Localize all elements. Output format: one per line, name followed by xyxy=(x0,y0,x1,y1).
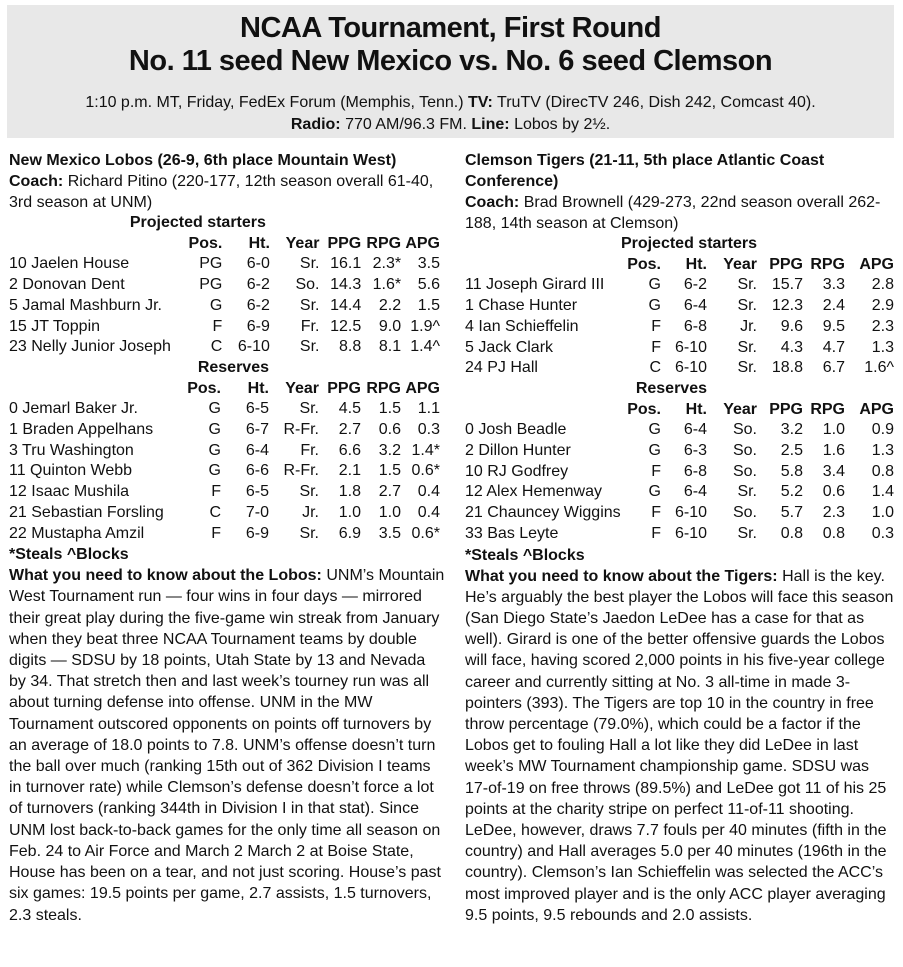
starters-title-row xyxy=(9,213,440,234)
player-pos: G xyxy=(648,276,661,294)
player-name: 12 Alex Hemenway xyxy=(465,483,602,501)
col-year: Year xyxy=(723,255,757,273)
player-height: 6-8 xyxy=(683,317,707,335)
player-row xyxy=(465,275,894,296)
player-rpg: 6.7 xyxy=(822,359,845,377)
player-pos: F xyxy=(651,504,661,522)
player-height: 6-4 xyxy=(683,483,707,501)
starters-table xyxy=(465,234,894,379)
coach-text: Brad Brownell (429-273, 22nd season overall 262-188, 14th season at Clemson) xyxy=(465,194,881,232)
player-name: 23 Nelly Junior Joseph xyxy=(9,338,171,356)
player-row xyxy=(9,317,440,338)
player-year: Sr. xyxy=(299,296,320,314)
player-rpg: 1.0 xyxy=(822,421,845,439)
player-height: 6-8 xyxy=(683,462,707,480)
team-line: Clemson Tigers (21-11, 5th place Atlantic Coast Conference) xyxy=(465,152,825,190)
player-rpg: 1.6* xyxy=(372,276,402,294)
player-pos: G xyxy=(208,462,221,480)
player-apg: 1.6^ xyxy=(864,359,894,377)
col-pos: Pos. xyxy=(627,400,661,418)
player-rpg: 8.1 xyxy=(378,338,402,356)
player-rpg: 0.6 xyxy=(822,483,845,501)
starters-body xyxy=(465,275,894,379)
game-info xyxy=(7,92,894,136)
player-height: 6-10 xyxy=(674,359,707,377)
player-row xyxy=(465,358,894,379)
player-rpg: 0.8 xyxy=(822,524,845,542)
player-name: 11 Joseph Girard III xyxy=(465,276,605,294)
player-rpg: 1.0 xyxy=(378,503,401,521)
analysis-label: What you need to know about the Tigers: xyxy=(465,567,778,585)
col-rpg: RPG xyxy=(366,379,401,397)
player-rpg: 2.3 xyxy=(822,504,845,522)
player-name: 0 Jemarl Baker Jr. xyxy=(9,400,138,418)
game-time: 1:10 p.m. MT, Friday, FedEx Forum (Memphis, Tenn.) xyxy=(85,94,464,111)
player-row xyxy=(9,296,440,317)
player-pos: G xyxy=(648,297,661,315)
player-row xyxy=(9,441,440,462)
player-apg: 1.4 xyxy=(871,483,894,501)
player-pos: F xyxy=(211,483,221,501)
player-ppg: 8.8 xyxy=(338,338,362,356)
reserves-body xyxy=(9,399,440,544)
player-rpg: 2.3* xyxy=(372,255,402,273)
player-pos: G xyxy=(208,400,221,418)
reserves-label: Reserves xyxy=(197,358,269,376)
player-year: So. xyxy=(732,462,757,480)
radio-value: 770 AM/96.3 FM. xyxy=(345,116,467,133)
player-ppg: 1.0 xyxy=(338,503,361,521)
col-rpg: RPG xyxy=(810,400,845,418)
player-name: 24 PJ Hall xyxy=(465,359,538,377)
player-height: 6-4 xyxy=(683,421,707,439)
player-apg: 2.3 xyxy=(871,317,894,335)
player-ppg: 12.5 xyxy=(330,317,362,335)
player-year: Sr. xyxy=(737,297,757,315)
player-rpg: 3.3 xyxy=(822,276,845,294)
player-rpg: 3.2 xyxy=(378,441,401,459)
player-row xyxy=(465,441,894,462)
player-apg: 2.9 xyxy=(871,297,894,315)
player-pos: F xyxy=(651,317,661,335)
starters-label: Projected starters xyxy=(620,235,757,252)
tv-value: TruTV (DirecTV 246, Dish 242, Comcast 40). xyxy=(497,94,816,111)
reserves-title-row xyxy=(9,358,440,379)
player-height: 6-9 xyxy=(246,317,270,335)
player-pos: PG xyxy=(199,255,223,273)
col-ppg: PPG xyxy=(327,234,362,252)
player-apg: 1.3 xyxy=(871,442,894,460)
col-apg: APG xyxy=(859,255,894,273)
page-title xyxy=(7,12,894,78)
analysis-label: What you need to know about the Lobos: xyxy=(9,567,322,585)
player-apg: 1.4* xyxy=(411,441,440,459)
player-name: 0 Josh Beadle xyxy=(465,421,567,439)
player-pos: PG xyxy=(199,276,223,294)
starters-label: Projected starters xyxy=(129,214,266,231)
player-row xyxy=(9,503,440,524)
player-apg: 5.6 xyxy=(417,276,440,294)
player-height: 6-4 xyxy=(683,297,707,315)
col-apg: APG xyxy=(859,400,894,418)
player-height: 6-5 xyxy=(245,483,269,501)
player-rpg: 2.7 xyxy=(378,483,401,501)
player-height: 6-10 xyxy=(674,338,707,356)
player-name: 15 JT Toppin xyxy=(9,317,101,335)
player-year: Sr. xyxy=(737,359,757,377)
player-pos: C xyxy=(210,338,223,356)
player-row xyxy=(465,462,894,483)
player-year: Sr. xyxy=(737,524,757,542)
col-rpg: RPG xyxy=(366,234,402,252)
col-ppg: PPG xyxy=(769,400,803,418)
player-name: 10 RJ Godfrey xyxy=(465,462,569,480)
player-apg: 0.4 xyxy=(417,483,440,501)
player-year: Jr. xyxy=(302,503,319,521)
col-ppg: PPG xyxy=(327,379,361,397)
player-height: 6-2 xyxy=(246,276,270,294)
player-year: Sr. xyxy=(737,483,757,501)
col-ppg: PPG xyxy=(769,255,803,273)
line-value: Lobos by 2½. xyxy=(514,116,611,133)
player-apg: 0.9 xyxy=(871,421,894,439)
player-name: 11 Quinton Webb xyxy=(9,462,133,480)
player-ppg: 4.3 xyxy=(780,338,803,356)
player-height: 6-2 xyxy=(683,276,707,294)
player-name: 2 Donovan Dent xyxy=(9,276,125,294)
player-ppg: 15.7 xyxy=(771,276,803,294)
player-year: R-Fr. xyxy=(283,462,319,480)
player-height: 6-5 xyxy=(245,400,269,418)
footnote: *Steals ^Blocks xyxy=(465,546,585,564)
coach-line xyxy=(9,171,446,213)
player-name: 22 Mustapha Amzil xyxy=(9,524,145,542)
player-height: 6-3 xyxy=(683,442,707,460)
player-height: 6-2 xyxy=(246,296,270,314)
player-name: 2 Dillon Hunter xyxy=(465,442,571,460)
coach-line xyxy=(465,192,895,234)
player-year: Sr. xyxy=(299,255,320,273)
player-row xyxy=(9,337,440,358)
reserves-header-row xyxy=(9,379,440,400)
player-row xyxy=(465,296,894,317)
player-height: 6-9 xyxy=(245,524,269,542)
player-row xyxy=(9,254,440,275)
col-year: Year xyxy=(285,234,320,252)
player-ppg: 14.3 xyxy=(330,276,362,294)
col-ht: Ht. xyxy=(248,234,270,252)
player-year: Sr. xyxy=(299,524,319,542)
player-year: Sr. xyxy=(737,338,757,356)
player-rpg: 1.5 xyxy=(378,400,401,418)
player-apg: 1.0 xyxy=(871,504,894,522)
player-row xyxy=(9,275,440,296)
player-apg: 0.8 xyxy=(871,462,894,480)
player-height: 7-0 xyxy=(245,503,269,521)
player-ppg: 0.8 xyxy=(780,524,803,542)
player-rpg: 0.6 xyxy=(378,421,401,439)
player-apg: 1.3 xyxy=(871,338,894,356)
player-pos: F xyxy=(212,317,223,335)
player-pos: C xyxy=(649,359,661,377)
footnote: *Steals ^Blocks xyxy=(9,546,129,564)
reserves-table xyxy=(9,358,440,544)
player-row xyxy=(9,420,440,441)
col-pos: Pos. xyxy=(187,379,221,397)
col-ht: Ht. xyxy=(685,400,707,418)
player-year: Fr. xyxy=(300,317,320,335)
player-name: 12 Isaac Mushila xyxy=(9,483,130,501)
col-rpg: RPG xyxy=(810,255,845,273)
player-height: 6-10 xyxy=(237,338,270,356)
radio-label: Radio: xyxy=(290,116,341,133)
player-row xyxy=(9,399,440,420)
player-name: 1 Chase Hunter xyxy=(465,297,578,315)
player-ppg: 5.8 xyxy=(780,462,803,480)
player-ppg: 6.6 xyxy=(338,441,361,459)
coach-label: Coach: xyxy=(465,194,520,211)
reserves-table xyxy=(465,379,894,545)
player-year: Sr. xyxy=(299,400,319,418)
player-apg: 2.8 xyxy=(871,276,894,294)
player-ppg: 2.7 xyxy=(338,421,361,439)
clemson-column xyxy=(465,150,895,926)
starters-header-row xyxy=(465,255,894,276)
player-row xyxy=(465,317,894,338)
player-apg: 0.4 xyxy=(417,503,440,521)
player-name: 1 Braden Appelhans xyxy=(9,421,154,439)
reserves-label: Reserves xyxy=(635,379,707,397)
team-line: New Mexico Lobos (26-9, 6th place Mountain West) xyxy=(9,152,397,169)
player-name: 5 Jack Clark xyxy=(465,338,554,356)
player-apg: 1.5 xyxy=(417,296,440,314)
player-rpg: 2.2 xyxy=(378,296,402,314)
new-mexico-column xyxy=(9,150,446,926)
player-rpg: 2.4 xyxy=(822,297,845,315)
player-row xyxy=(465,482,894,503)
player-ppg: 18.8 xyxy=(771,359,803,377)
player-height: 6-10 xyxy=(674,504,707,522)
player-name: 33 Bas Leyte xyxy=(465,524,559,542)
player-row xyxy=(9,524,440,545)
coach-label: Coach: xyxy=(9,173,64,190)
player-pos: G xyxy=(208,441,221,459)
player-ppg: 1.8 xyxy=(338,483,361,501)
player-pos: G xyxy=(208,421,221,439)
player-name: 21 Sebastian Forsling xyxy=(9,503,164,521)
starters-header-row xyxy=(9,234,440,255)
player-year: Sr. xyxy=(737,276,757,294)
player-row xyxy=(465,503,894,524)
starters-table xyxy=(9,213,440,358)
player-name: 21 Chauncey Wiggins xyxy=(465,504,621,522)
analysis xyxy=(9,565,446,925)
reserves-title-row xyxy=(465,379,894,400)
player-apg: 1.9^ xyxy=(410,317,440,335)
player-rpg: 1.6 xyxy=(822,442,845,460)
player-ppg: 9.6 xyxy=(780,317,803,335)
player-ppg: 6.9 xyxy=(338,524,361,542)
player-rpg: 3.5 xyxy=(378,524,401,542)
title-line-1: NCAA Tournament, First Round xyxy=(240,12,661,44)
player-year: Jr. xyxy=(740,317,757,335)
player-rpg: 9.5 xyxy=(822,317,845,335)
player-pos: F xyxy=(651,524,661,542)
player-apg: 0.3 xyxy=(871,524,894,542)
player-apg: 0.6* xyxy=(411,462,440,480)
player-rpg: 4.7 xyxy=(822,338,845,356)
col-apg: APG xyxy=(405,234,440,252)
coach-text: Richard Pitino (220-177, 12th season overall 61-40, 3rd season at UNM) xyxy=(9,173,434,211)
line-label: Line: xyxy=(471,116,510,133)
player-row xyxy=(465,338,894,359)
player-year: Sr. xyxy=(299,483,319,501)
player-height: 6-6 xyxy=(245,462,269,480)
player-name: 10 Jaelen House xyxy=(9,255,130,273)
player-ppg: 12.3 xyxy=(771,297,803,315)
player-name: 3 Tru Washington xyxy=(9,441,134,459)
player-pos: F xyxy=(651,462,661,480)
player-ppg: 2.1 xyxy=(338,462,361,480)
player-year: Sr. xyxy=(299,338,320,356)
tv-label: TV: xyxy=(467,94,493,111)
col-apg: APG xyxy=(405,379,440,397)
player-ppg: 3.2 xyxy=(780,421,803,439)
player-ppg: 4.5 xyxy=(338,400,361,418)
player-row xyxy=(9,461,440,482)
player-height: 6-4 xyxy=(245,441,269,459)
player-pos: G xyxy=(648,442,661,460)
player-apg: 0.3 xyxy=(417,421,440,439)
reserves-header-row xyxy=(465,400,894,421)
analysis-text: UNM’s Mountain West Tournament run — four wins in four days — mirrored their great play during the five-game win streak from January when they beat three NCAA Tournament teams by double digits — SDSU by 18 points, Utah State by 13 and Nevada by 34. That stretch then and last week’s tourney run was all about turning defense into offense. UNM in the MW Tournament outscored opponents on points off turnovers by an average of 18.0 points to 7.8. UNM’s offense doesn’t turn the ball over much (ranking 15th out of 362 Division I teams in turnover rate) while Clemson’s defense doesn’t force a lot of turnovers (ranking 344th in Division I in that stat). Since UNM lost back-to-back games for the only time all season on Feb. 24 to Air Force and March 2 March 2 at Boise State, House has been on a tear, and not just scoring. House’s past six games: 19.5 points per game, 2.7 assists, 1.5 turnovers, 2.3 steals. xyxy=(9,567,445,924)
player-ppg: 5.2 xyxy=(780,483,803,501)
player-row xyxy=(9,482,440,503)
player-apg: 1.4^ xyxy=(410,338,440,356)
starters-title-row xyxy=(465,234,894,255)
player-pos: F xyxy=(651,338,661,356)
analysis xyxy=(465,566,895,926)
player-year: So. xyxy=(732,442,757,460)
player-ppg: 16.1 xyxy=(330,255,362,273)
player-row xyxy=(465,524,894,545)
player-pos: F xyxy=(211,524,221,542)
col-pos: Pos. xyxy=(627,255,661,273)
player-height: 6-7 xyxy=(245,421,269,439)
game-info-line-1 xyxy=(7,92,894,114)
player-rpg: 9.0 xyxy=(378,317,402,335)
player-height: 6-0 xyxy=(246,255,270,273)
reserves-body xyxy=(465,420,894,544)
title-line-2: No. 11 seed New Mexico vs. No. 6 seed Clemson xyxy=(128,45,773,77)
player-year: So. xyxy=(295,276,320,294)
player-name: 4 Ian Schieffelin xyxy=(465,317,579,335)
col-year: Year xyxy=(285,379,319,397)
starters-body xyxy=(9,254,440,358)
player-year: So. xyxy=(732,421,757,439)
player-apg: 3.5 xyxy=(417,255,440,273)
col-pos: Pos. xyxy=(188,234,223,252)
player-year: R-Fr. xyxy=(283,421,319,439)
game-info-line-2 xyxy=(7,114,894,136)
col-ht: Ht. xyxy=(685,255,707,273)
col-year: Year xyxy=(723,400,757,418)
player-pos: C xyxy=(209,503,221,521)
player-pos: G xyxy=(648,483,661,501)
player-rpg: 1.5 xyxy=(378,462,401,480)
player-name: 5 Jamal Mashburn Jr. xyxy=(9,296,162,314)
player-ppg: 14.4 xyxy=(330,296,362,314)
game-header xyxy=(7,5,894,138)
player-year: Fr. xyxy=(300,441,319,459)
player-rpg: 3.4 xyxy=(822,462,845,480)
player-ppg: 2.5 xyxy=(780,442,803,460)
col-ht: Ht. xyxy=(247,379,269,397)
player-row xyxy=(465,420,894,441)
player-pos: G xyxy=(209,296,223,314)
player-height: 6-10 xyxy=(674,524,707,542)
player-apg: 1.1 xyxy=(417,400,440,418)
player-ppg: 5.7 xyxy=(780,504,803,522)
player-apg: 0.6* xyxy=(411,524,440,542)
player-year: So. xyxy=(732,504,757,522)
analysis-text: Hall is the key. He’s arguably the best player the Lobos will face this season (San Diego State’s Jaedon LeDee has a case for that as well). Girard is one of the better offensive guards the Lobos will face, having scored 2,000 points in his five-year college career and currently sitting at No. 3 all-time in made 3-pointers (393). The Tigers are top 10 in the country in free throw percentage (79.0%), which could be a factor if the Lobos get to fouling Hall a lot like they did LeDee in last week’s MW Tournament championship game. SDSU was 17-of-19 on free throws (89.5%) and LeDee got 11 of his 25 points at the charity stripe on perfect 11-of-11 shooting. LeDee, however, draws 7.7 fouls per 40 minutes (fifth in the country) and Hall averages 5.0 per 40 minutes (196th in the country). Clemson’s Ian Schieffelin was selected the ACC’s most improved player and is the only ACC player averaging 9.5 points, 9.5 rebounds and 2.0 assists. xyxy=(465,567,894,924)
player-pos: G xyxy=(648,421,661,439)
